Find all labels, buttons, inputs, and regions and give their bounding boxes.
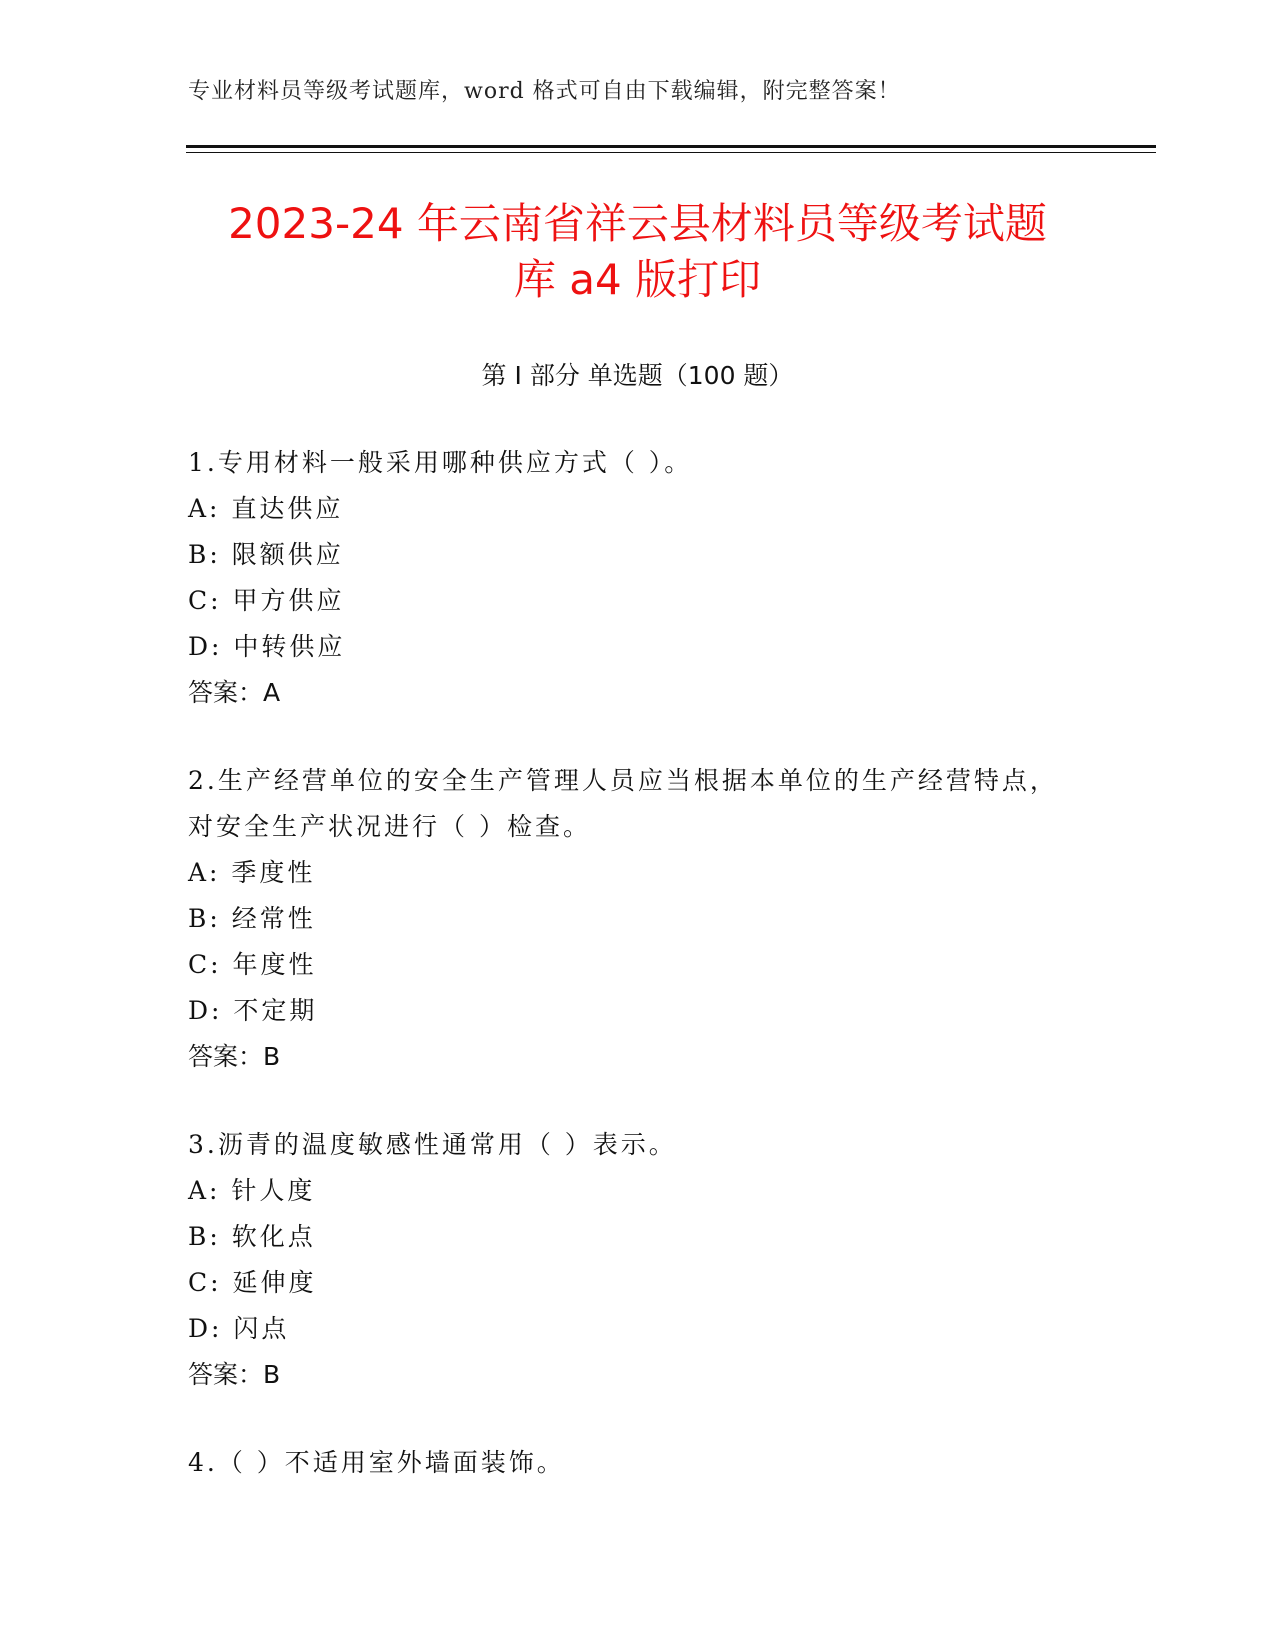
option-d: D: 闪点 xyxy=(188,1314,290,1343)
header-divider-thick xyxy=(186,145,1156,148)
option-a: A: 季度性 xyxy=(188,858,316,887)
question-3 xyxy=(188,1122,1068,1398)
option-b: B: 经常性 xyxy=(188,904,316,933)
option-c: C: 年度性 xyxy=(188,950,317,979)
question-stem: 2.生产经营单位的安全生产管理人员应当根据本单位的生产经营特点，对安全生产状况进行（ ）检查。 xyxy=(188,766,1058,841)
option-b: B: 软化点 xyxy=(188,1222,316,1251)
question-stem: 1.专用材料一般采用哪种供应方式（ ）。 xyxy=(188,448,693,477)
document-title-line-1: 2023-24 年云南省祥云县材料员等级考试题 xyxy=(228,199,1047,248)
question-stem: 3.沥青的温度敏感性通常用（ ）表示。 xyxy=(188,1130,677,1159)
option-a: A: 针人度 xyxy=(188,1176,316,1205)
section-heading: 第 I 部分 单选题（100 题） xyxy=(481,361,794,390)
option-d: D: 不定期 xyxy=(188,996,318,1025)
question-4 xyxy=(188,1440,1068,1486)
question-2 xyxy=(188,758,1068,1080)
header-note: 专业材料员等级考试题库，word 格式可自由下载编辑，附完整答案！ xyxy=(188,79,901,104)
option-c: C: 延伸度 xyxy=(188,1268,317,1297)
document-title xyxy=(160,196,1115,308)
option-d: D: 中转供应 xyxy=(188,632,346,661)
answer: 答案：B xyxy=(188,1360,281,1389)
option-a: A: 直达供应 xyxy=(188,494,344,523)
document-title-line-2: 库 a4 版打印 xyxy=(513,255,762,304)
answer: 答案：B xyxy=(188,1042,281,1071)
question-1 xyxy=(188,440,1068,716)
question-list xyxy=(188,440,1068,1528)
question-stem: 4.（ ）不适用室外墙面装饰。 xyxy=(188,1448,565,1477)
option-c: C: 甲方供应 xyxy=(188,586,345,615)
answer: 答案：A xyxy=(188,678,281,707)
option-b: B: 限额供应 xyxy=(188,540,344,569)
header-divider-thin xyxy=(186,152,1156,153)
